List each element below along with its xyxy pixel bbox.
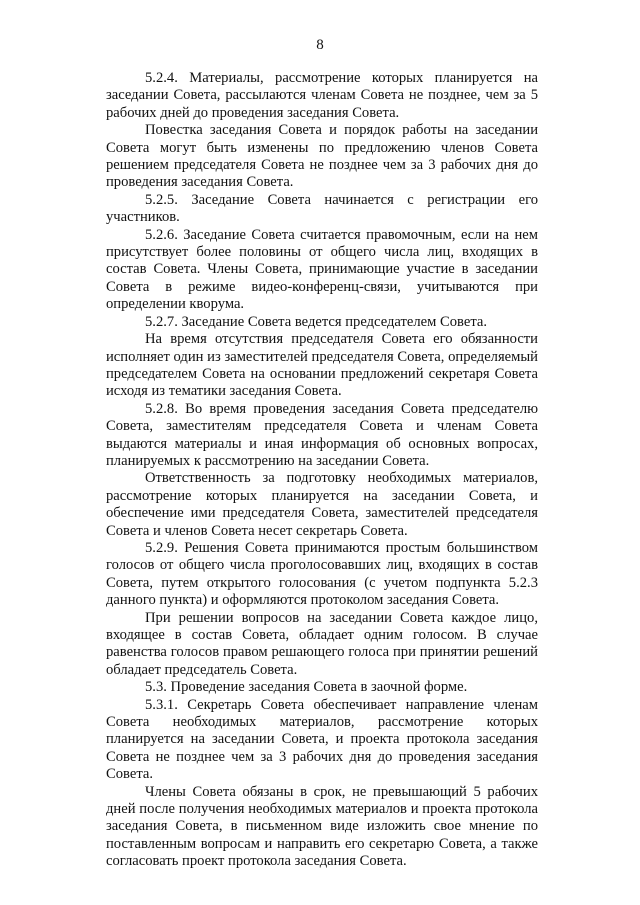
- paragraph-voting: При решении вопросов на заседании Совета каждое лицо, входящее в состав Совета, обладает одним голосом. В случае равенства голосов правом решающего голоса при принятии решений обладает председатель Совета.: [106, 609, 538, 678]
- paragraph-5-2-7: 5.2.7. Заседание Совета ведется председателем Совета.: [145, 313, 488, 330]
- paragraph-5-2-8: 5.2.8. Во время проведения заседания Совета председателю Совета, заместителям председателя Совета и членам Совета выдаются материалы и иная информация об основных вопросах, планируемых к рассмотрению на заседании Совета.: [106, 400, 538, 469]
- document-body: [106, 70, 538, 871]
- paragraph-5-3: 5.3. Проведение заседания Совета в заочной форме.: [145, 679, 468, 696]
- page-number: 8: [316, 37, 324, 53]
- paragraph-members-duty: Члены Совета обязаны в срок, не превышающий 5 рабочих дней после получения необходимых материалов и проекта протокола заседания Совета, в письменном виде изложить свое мнение по поставленным вопросам и направить его секретарю Совета, а также согласовать проект протокола заседания Совета.: [106, 783, 538, 870]
- paragraph-5-3-1: 5.3.1. Секретарь Совета обеспечивает направление членам Совета необходимых материалов, рассмотрение которых планируется на заседании Совета, и проекта протокола заседания Совета не позднее чем за 3 рабочих дня до проведения заседания Совета.: [106, 696, 538, 783]
- paragraph-5-2-6: 5.2.6. Заседание Совета считается правомочным, если на нем присутствует более половины от общего числа лиц, входящих в состав Совета. Члены Совета, принимающие участие в заседании Совета в режиме видео-конференц-связи, учитываются при определении кворума.: [106, 226, 538, 313]
- paragraph-5-2-5: 5.2.5. Заседание Совета начинается с регистрации его участников.: [106, 191, 538, 226]
- paragraph-responsibility: Ответственность за подготовку необходимых материалов, рассмотрение которых планируется на заседании Совета, и обеспечение ими председателя Совета, заместителей председателя Совета и членов Совета несет секретарь Совета.: [106, 470, 538, 539]
- paragraph-5-2-4: 5.2.4. Материалы, рассмотрение которых планируется на заседании Совета, рассылаются членам Совета не позднее, чем за 5 рабочих дней до проведения заседания Совета.: [106, 70, 538, 121]
- paragraph-5-2-9: 5.2.9. Решения Совета принимаются простым большинством голосов от общего числа проголосовавших лиц, входящих в состав Совета, путем открытого голосования (с учетом подпункта 5.2.3 данного пункта) и оформляются протоколом заседания Совета.: [106, 539, 538, 609]
- paragraph-chair-absence: На время отсутствия председателя Совета его обязанности исполняет один из заместителей председателя Совета, определяемый председателем Совета на основании предложений секретаря Совета исходя из тематики заседания Совета.: [106, 331, 538, 400]
- paragraph-agenda-change: Повестка заседания Совета и порядок работы на заседании Совета могут быть изменены по предложению членов Совета решением председателя Совета не позднее чем за 3 рабочих дня до проведения заседания Совета.: [106, 122, 538, 191]
